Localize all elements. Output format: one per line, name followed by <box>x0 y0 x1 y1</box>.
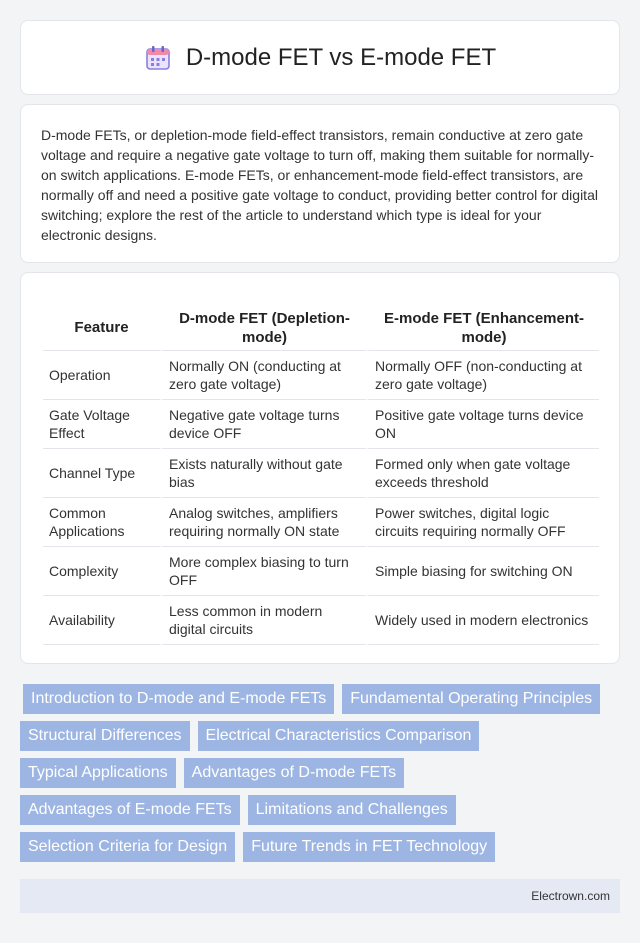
emode-cell: Power switches, digital logic circuits requiring normally OFF <box>366 498 599 547</box>
emode-cell: Widely used in modern electronics <box>366 596 599 645</box>
table-row <box>43 498 599 547</box>
dmode-cell: Less common in modern digital circuits <box>160 596 366 645</box>
tag-introduction[interactable]: Introduction to D-mode and E-mode FETs <box>23 684 334 714</box>
table-row <box>43 547 599 596</box>
emode-cell: Positive gate voltage turns device ON <box>366 400 599 449</box>
tag-operating-principles[interactable]: Fundamental Operating Principles <box>342 684 600 714</box>
intro-paragraph: D-mode FETs, or depletion-mode field-effect transistors, remain conductive at zero gate voltage and require a negative gate voltage to turn off, making them suitable for normally-on switch applications. E-mode FETs, or enhancement-mode field-effect transistors, are normally off and need a positive gate voltage to conduct, providing better control for digital switching; explore the rest of the article to understand which type is ideal for your electronic designs. <box>41 127 598 243</box>
feature-cell: Availability <box>43 596 160 645</box>
table-header-row <box>43 301 599 351</box>
header-feature: Feature <box>43 301 160 351</box>
title-wrap <box>144 44 496 72</box>
comparison-card <box>20 272 620 664</box>
tag-selection-criteria[interactable]: Selection Criteria for Design <box>20 832 235 862</box>
topic-tags <box>20 684 620 862</box>
dmode-cell: Analog switches, amplifiers requiring normally ON state <box>160 498 366 547</box>
tag-typical-applications[interactable]: Typical Applications <box>20 758 176 788</box>
feature-cell: Gate Voltage Effect <box>43 400 160 449</box>
comparison-table <box>43 301 599 645</box>
tag-emode-advantages[interactable]: Advantages of E-mode FETs <box>20 795 240 825</box>
dmode-cell: Exists naturally without gate bias <box>160 449 366 498</box>
feature-cell: Operation <box>43 351 160 400</box>
header-emode: E-mode FET (Enhancement-mode) <box>366 301 599 351</box>
footer-site[interactable]: Electrown.com <box>531 889 610 903</box>
tag-future-trends[interactable]: Future Trends in FET Technology <box>243 832 495 862</box>
dmode-cell: Negative gate voltage turns device OFF <box>160 400 366 449</box>
tag-structural-differences[interactable]: Structural Differences <box>20 721 190 751</box>
tag-dmode-advantages[interactable]: Advantages of D-mode FETs <box>184 758 405 788</box>
page-title: D-mode FET vs E-mode FET <box>185 43 497 71</box>
tag-electrical-characteristics[interactable]: Electrical Characteristics Comparison <box>198 721 480 751</box>
table-row <box>43 596 599 645</box>
emode-cell: Simple biasing for switching ON <box>366 547 599 596</box>
header-dmode: D-mode FET (Depletion-mode) <box>160 301 366 351</box>
dmode-cell: Normally ON (conducting at zero gate voltage) <box>160 351 366 400</box>
feature-cell: Common Applications <box>43 498 160 547</box>
table-row <box>43 351 599 400</box>
emode-cell: Formed only when gate voltage exceeds threshold <box>366 449 599 498</box>
feature-cell: Complexity <box>43 547 160 596</box>
footer <box>20 879 620 913</box>
title-card <box>20 20 620 95</box>
table-row <box>43 449 599 498</box>
calendar-icon <box>144 44 172 72</box>
feature-cell: Channel Type <box>43 449 160 498</box>
tag-limitations[interactable]: Limitations and Challenges <box>248 795 456 825</box>
table-row <box>43 400 599 449</box>
intro-card <box>20 104 620 263</box>
dmode-cell: More complex biasing to turn OFF <box>160 547 366 596</box>
emode-cell: Normally OFF (non-conducting at zero gate voltage) <box>366 351 599 400</box>
